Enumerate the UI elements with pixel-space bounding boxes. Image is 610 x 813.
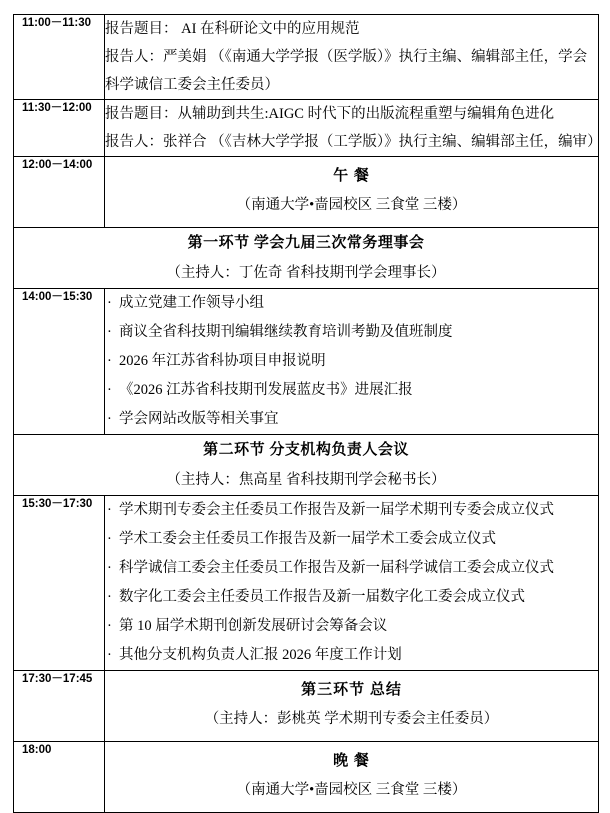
content-cell [105,289,599,435]
content-cell [105,100,602,157]
section-host: （主持人：丁佐奇 省科技期刊学会理事长） [166,265,446,281]
agenda-item-list [105,496,598,670]
time-cell [14,289,105,435]
section-title: 第二环节 分支机构负责人会议 [203,442,409,458]
section-title: 第三环节 总结 [301,682,402,698]
list-item: · 2026 年江苏省科协项目申报说明 [105,347,598,376]
bullet-icon: · [107,353,112,369]
time-label: 11:00－11:30 [22,17,92,29]
meal-block [105,157,598,227]
time-label: 18:00 [22,744,52,756]
table-row [14,496,599,671]
table-row [14,289,599,435]
agenda-table-body [14,15,602,813]
list-item: · 学会网站改版等相关事宜 [105,405,598,434]
list-item: · 科学诚信工委会主任委员工作报告及新一届科学诚信工委会成立仪式 [105,554,598,583]
section-host: （主持人：彭桃英 学术期刊专委会主任委员） [204,711,499,727]
table-row [14,435,599,496]
table-row [14,15,599,100]
content-cell [105,157,599,228]
talk-title-line: 报告题目：从辅助到共生:AIGC 时代下的出版流程重塑与编辑角色进化 [105,106,555,122]
talk-title-line: 报告题目： AI 在科研论文中的应用规范 [105,21,360,37]
section-host: （主持人：焦高星 省科技期刊学会秘书长） [166,472,446,488]
summary-block [105,671,598,741]
agenda-item-list [105,289,598,434]
time-cell [14,742,105,813]
meal-title: 午 餐 [333,168,370,184]
table-row [14,671,599,742]
content-cell [105,15,599,100]
section-title: 第一环节 学会九届三次常务理事会 [187,235,425,251]
section-header-cell [14,228,599,289]
list-item: · 成立党建工作领导小组 [105,289,598,318]
agenda-table [13,14,602,813]
content-cell [105,742,599,813]
bullet-icon: · [107,324,112,340]
list-item: · 数字化工委会主任委员工作报告及新一届数字化工委会成立仪式 [105,583,598,612]
time-cell [14,496,105,671]
table-row [14,742,599,813]
list-item: · 商议全省科技期刊编辑继续教育培训考勤及值班制度 [105,318,598,347]
meal-title: 晚 餐 [333,753,370,769]
time-cell [14,671,105,742]
time-label: 11:30－12:00 [22,102,92,114]
bullet-icon: · [107,411,112,427]
meal-location: （南通大学•啬园校区 三食堂 三楼） [236,197,467,213]
content-cell [105,671,599,742]
table-row [14,228,599,289]
content-cell [105,496,599,671]
list-item: · 第 10 届学术期刊创新发展研讨会筹备会议 [105,612,598,641]
bullet-icon: · [107,295,112,311]
time-cell [14,157,105,228]
meal-block [105,742,598,812]
time-label: 14:00－15:30 [22,291,93,303]
bullet-icon: · [107,560,112,576]
list-item: · 学术期刊专委会主任委员工作报告及新一届学术期刊专委会成立仪式 [105,496,598,525]
talk-speaker-line-1: 报告人：张祥合 （《吉林大学学报（工学版）》执行主编、编辑部主任，编审） [105,134,602,150]
time-label: 15:30－17:30 [22,498,93,510]
time-label: 12:00－14:00 [22,159,93,171]
talk-speaker-line-2: 科学诚信工委会主任委员） [105,77,279,93]
talk-speaker-line-1: 报告人：严美娟 （《南通大学学报（医学版）》执行主编、编辑部主任，学会 [105,49,588,65]
bullet-icon: · [107,618,112,634]
list-item: · 学术工委会主任委员工作报告及新一届学术工委会成立仪式 [105,525,598,554]
time-cell [14,100,105,157]
time-label: 17:30－17:45 [22,673,93,685]
bullet-icon: · [107,502,112,518]
bullet-icon: · [107,531,112,547]
bullet-icon: · [107,589,112,605]
table-row [14,100,599,157]
section-header-cell [14,435,599,496]
list-item: · 其他分支机构负责人汇报 2026 年度工作计划 [105,641,598,670]
time-cell [14,15,105,100]
bullet-icon: · [107,382,112,398]
bullet-icon: · [107,647,112,663]
list-item: · 《2026 江苏省科技期刊发展蓝皮书》进展汇报 [105,376,598,405]
table-row [14,157,599,228]
meal-location: （南通大学•啬园校区 三食堂 三楼） [236,782,467,798]
